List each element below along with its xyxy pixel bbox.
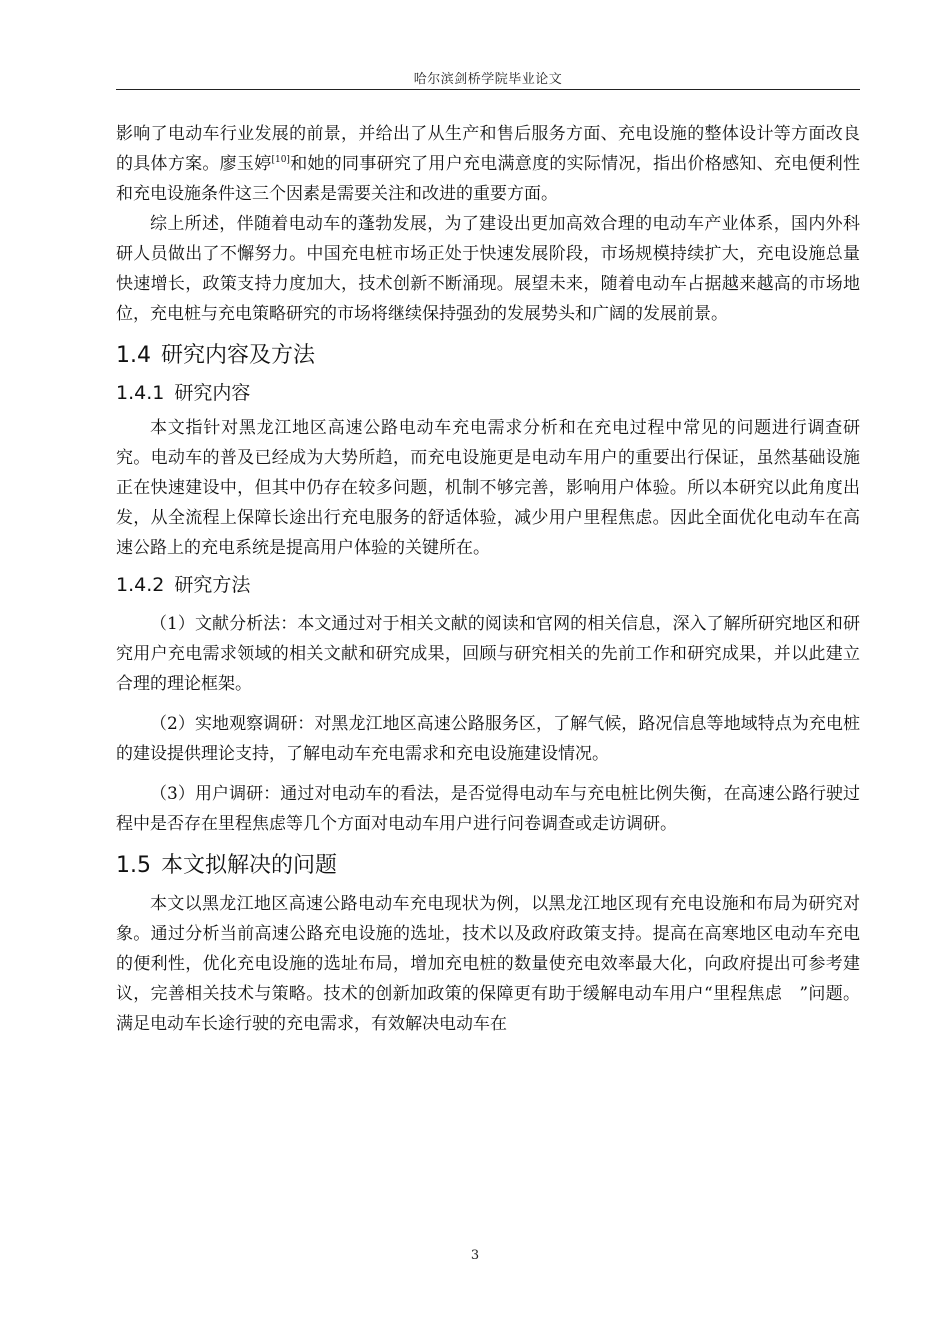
citation-reference: [10] (271, 155, 290, 165)
subsection-title: 研究内容 (174, 382, 251, 404)
subsection-heading-1-4-2 (116, 571, 860, 599)
paragraph-summary: 综上所述，伴随着电动车的蓬勃发展，为了建设出更加高效合理的电动车产业体系，国内外科研人员做出了不懈努力。中国充电桩市场正处于快速发展阶段，市场规模持续扩大，充电设施总量快速增长，政策支持力度加大，技术创新不断涌现。展望未来，随着电动车占据越来越高的市场地位，充电桩与充电策略研究的市场将继续保持强劲的发展势头和广阔的发展前景。 (116, 214, 860, 324)
subsection-heading-1-4-1 (116, 379, 860, 407)
paragraph-literature-review-end (116, 119, 860, 209)
method-item-user-survey: （3）用户调研：通过对电动车的看法，是否觉得电动车与充电桩比例失衡，在高速公路行驶过程中是否存在里程焦虑等几个方面对电动车用户进行问卷调查或走访调研。 (116, 784, 860, 834)
section-number: 1.5 (116, 853, 151, 878)
page-number: 3 (470, 1248, 480, 1263)
subsection-number: 1.4.1 (116, 382, 165, 404)
header-divider (116, 89, 860, 90)
subsection-number: 1.4.2 (116, 574, 165, 596)
section-number: 1.4 (116, 343, 151, 368)
paragraph-text: 和她的同事研究了用户充电满意度的实际情况，指出价格感知、充电便利性和充电设施条件这三个因素是需要关注和改进的重要方面。 (116, 154, 860, 204)
section-title: 研究内容及方法 (161, 343, 316, 368)
method-item-literature-analysis: （1）文献分析法：本文通过对于相关文献的阅读和官网的相关信息，深入了解所研究地区和研究用户充电需求领域的相关文献和研究成果，回顾与研究相关的先前工作和研究成果，并以此建立合理的理论框架。 (116, 614, 860, 694)
paragraph-text: 影响了电动车行业发展的前景，并给出了从生产和售后服务方面、充电设施的整体设计等方面改良的具体方案。廖玉婷 (116, 124, 860, 174)
section-heading-1-4 (116, 341, 860, 371)
section-heading-1-5 (116, 851, 860, 881)
page-header: 哈尔滨剑桥学院毕业论文 (413, 72, 563, 87)
subsection-title: 研究方法 (174, 574, 251, 596)
method-item-field-observation: （2）实地观察调研：对黑龙江地区高速公路服务区，了解气候，路况信息等地域特点为充电桩的建设提供理论支持，了解电动车充电需求和充电设施建设情况。 (116, 714, 860, 764)
section-title: 本文拟解决的问题 (161, 853, 338, 878)
paragraph-research-content: 本文指针对黑龙江地区高速公路电动车充电需求分析和在充电过程中常见的问题进行调查研究。电动车的普及已经成为大势所趋，而充电设施更是电动车用户的重要出行保证，虽然基础设施正在快速建设中，但其中仍存在较多问题，机制不够完善，影响用户体验。所以本研究以此角度出发，从全流程上保障长途出行充电服务的舒适体验，减少用户里程焦虑。因此全面优化电动车在高速公路上的充电系统是提高用户体验的关键所在。 (116, 418, 860, 558)
paragraph-problems-to-solve: 本文以黑龙江地区高速公路电动车充电现状为例，以黑龙江地区现有充电设施和布局为研究对象。通过分析当前高速公路充电设施的选址，技术以及政府政策支持。提高在高寒地区电动车充电的便利性，优化充电设施的选址布局，增加充电桩的数量使充电效率最大化，向政府提出可参考建议，完善相关技术与策略。技术的创新加政策的保障更有助于缓解电动车用户“里程焦虑 ”问题。满足电动车长途行驶的充电需求，有效解决电动车在 (116, 894, 860, 1034)
page-body (116, 119, 860, 1039)
